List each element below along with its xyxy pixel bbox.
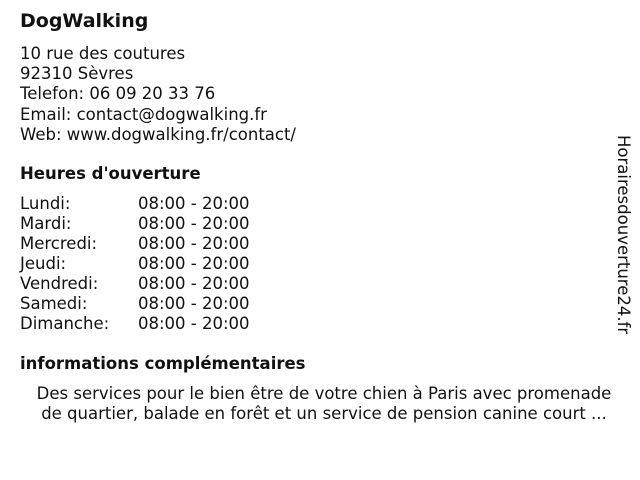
site-watermark: Horairesdouverture24.fr [614,135,633,335]
time-range: 08:00 - 20:00 [138,194,250,213]
time-range: 08:00 - 20:00 [138,254,250,273]
hours-row-saturday [20,294,300,314]
day-label: Vendredi: [20,274,99,293]
hours-row-monday [20,194,300,214]
time-range: 08:00 - 20:00 [138,314,250,333]
address-block [20,44,296,145]
hours-row-wednesday [20,234,300,254]
day-label: Jeudi: [20,254,67,273]
day-label: Mercredi: [20,234,98,253]
day-label: Lundi: [20,194,71,213]
time-range: 08:00 - 20:00 [138,274,250,293]
day-label: Dimanche: [20,314,110,333]
hours-row-friday [20,274,300,294]
hours-row-sunday [20,314,300,334]
email-line: Email: contact@dogwalking.fr [20,104,267,124]
time-range: 08:00 - 20:00 [138,234,250,253]
info-line: Des services pour le bien être de votre chien à Paris avec promenade [36,384,612,403]
info-heading: informations complémentaires [20,354,306,373]
time-range: 08:00 - 20:00 [138,294,250,313]
day-label: Mardi: [20,214,72,233]
city-line: 92310 Sèvres [20,64,134,84]
hours-heading: Heures d'ouverture [20,164,201,183]
hours-row-tuesday [20,214,300,234]
time-range: 08:00 - 20:00 [138,214,250,233]
web-line: Web: www.dogwalking.fr/contact/ [20,124,296,144]
street-line: 10 rue des coutures [20,44,186,63]
hours-row-thursday [20,254,300,274]
hours-table [20,194,300,334]
phone-line: Telefon: 06 09 20 33 76 [20,84,216,104]
business-name: DogWalking [20,10,149,32]
day-label: Samedi: [20,294,88,313]
info-line: de quartier, balade en forêt et un service de pension canine court ... [41,404,607,423]
info-text [20,384,628,424]
